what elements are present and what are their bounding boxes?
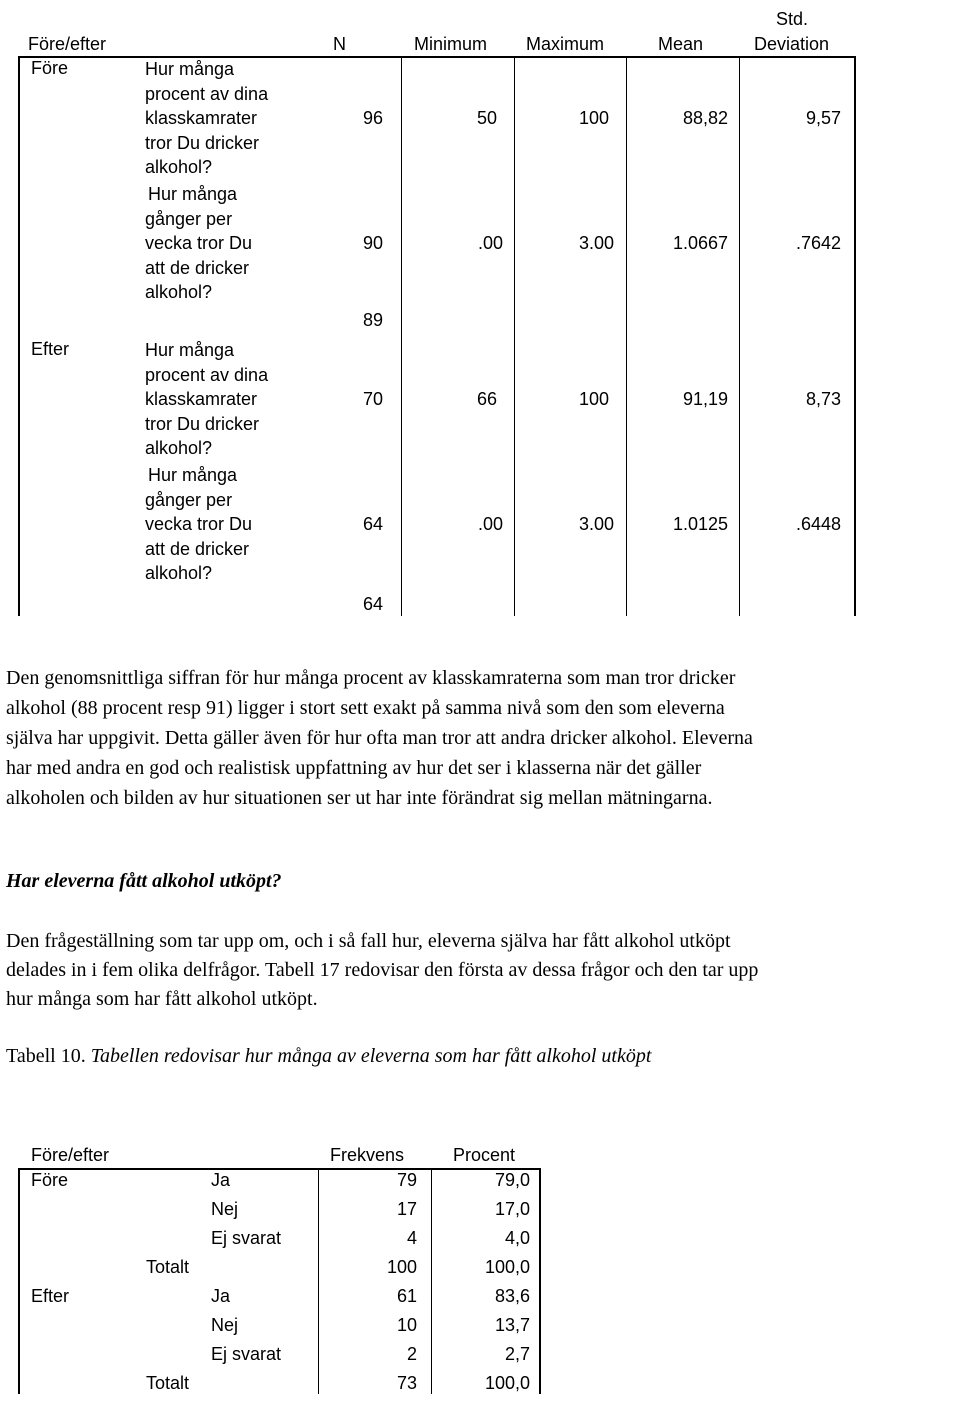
cell-n: 96 — [363, 108, 384, 128]
header-n: N — [333, 34, 346, 54]
cell-std: .6448 — [795, 514, 841, 534]
cell-n: 70 — [363, 389, 384, 409]
cell-n: 90 — [363, 233, 384, 253]
table-border-right — [539, 1168, 541, 1394]
valid-n: 89 — [363, 310, 384, 330]
cell-n: 64 — [363, 514, 384, 534]
header-procent: Procent — [453, 1145, 516, 1165]
table-border-right — [854, 56, 856, 616]
cell-mean: 1.0125 — [672, 514, 728, 534]
question-label: Hur många procent av dina klasskamrater tror Du dricker alkohol? — [145, 340, 269, 458]
table-caption — [6, 1041, 651, 1071]
cell-min: .00 — [478, 233, 504, 253]
cell-mean: 88,82 — [682, 108, 728, 128]
cell-mean: 1.0667 — [672, 233, 728, 253]
cell-min: 66 — [477, 389, 498, 409]
question-label: Hur många gånger per vecka tror Du att de dricker alkohol? — [145, 184, 253, 302]
group-label-efter: Efter — [31, 339, 70, 359]
table-border-left — [18, 56, 20, 616]
header-minimum: Minimum — [414, 34, 488, 54]
header-frekvens: Frekvens — [330, 1145, 405, 1165]
header-group: Före/efter — [28, 34, 107, 54]
cell-max: 3.00 — [579, 514, 615, 534]
cell-min: 50 — [477, 108, 498, 128]
header-mean: Mean — [658, 34, 704, 54]
header-maximum: Maximum — [526, 34, 605, 54]
table-border-left — [18, 1168, 20, 1394]
group-label-fore: Före — [31, 58, 69, 78]
cell-max: 100 — [579, 108, 610, 128]
section-heading: Har eleverna fått alkohol utköpt? — [6, 870, 282, 892]
question-label: Hur många procent av dina klasskamrater tror Du dricker alkohol? — [145, 59, 269, 177]
cell-min: .00 — [478, 514, 504, 534]
column-divider — [401, 56, 402, 616]
cell-max: 3.00 — [579, 233, 615, 253]
header-std-line1: Std. — [776, 9, 809, 29]
cell-std: 8,73 — [805, 389, 841, 409]
question-label: Hur många gånger per vecka tror Du att de dricker alkohol? — [145, 465, 253, 583]
cell-max: 100 — [579, 389, 610, 409]
column-divider — [514, 56, 515, 616]
cell-mean: 91,19 — [682, 389, 728, 409]
table-rule — [18, 56, 856, 58]
caption-text: Tabellen redovisar hur många av eleverna som har fått alkohol utköpt — [90, 1045, 652, 1067]
cell-std: 9,57 — [805, 108, 841, 128]
valid-n: 64 — [363, 594, 384, 614]
header-group: Före/efter — [31, 1145, 110, 1165]
cell-std: .7642 — [795, 233, 841, 253]
header-std-line2: Deviation — [754, 34, 830, 54]
caption-prefix: Tabell 10. — [6, 1045, 86, 1067]
